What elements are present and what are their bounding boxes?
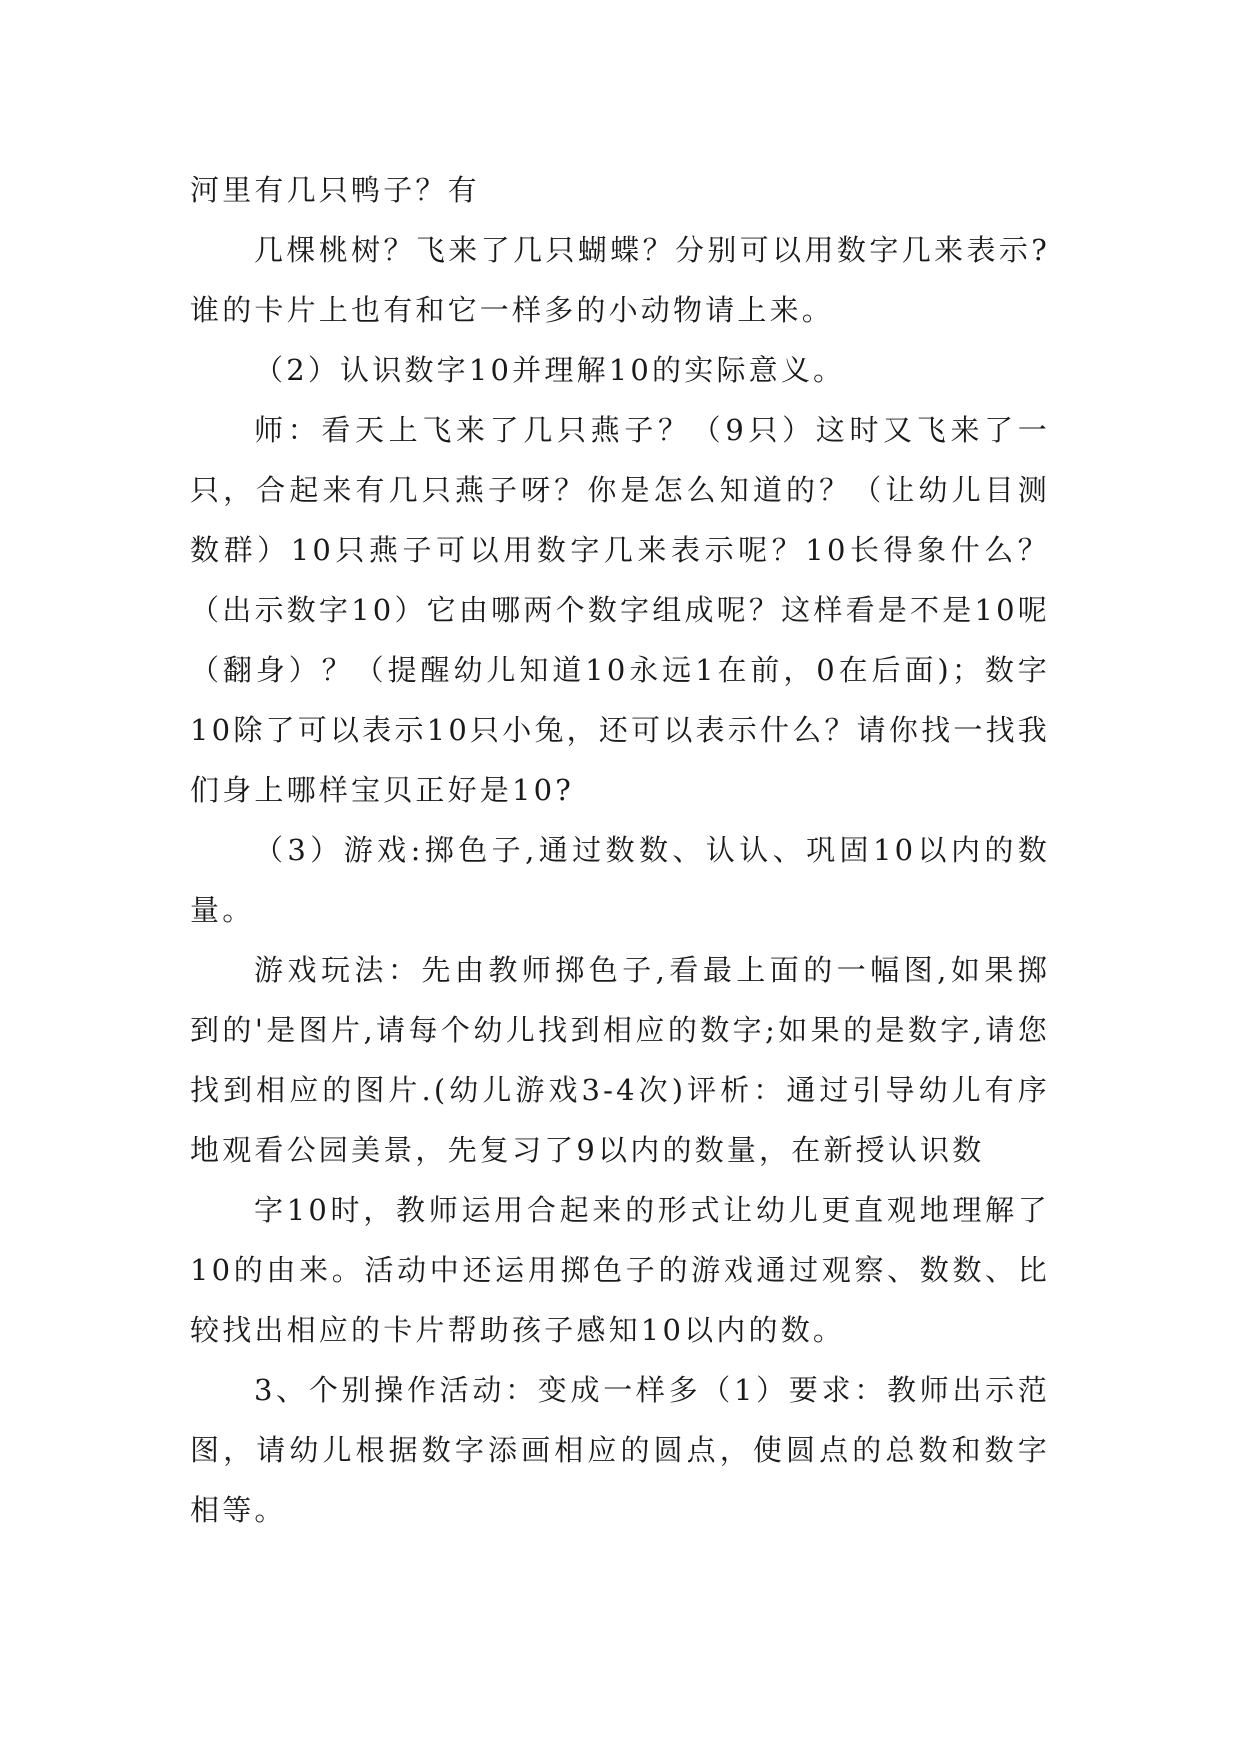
paragraph-7: 字10时，教师运用合起来的形式让幼儿更直观地理解了10的由来。活动中还运用掷色子的游戏通过观察、数数、比较找出相应的卡片帮助孩子感知10以内的数。 xyxy=(190,1193,1050,1347)
paragraph-3: （2）认识数字10并理解10的实际意义。 xyxy=(254,353,846,387)
paragraph-5: （3）游戏:掷色子,通过数数、认认、巩固10以内的数量。 xyxy=(190,833,1050,927)
paragraph-8: 3、个别操作活动：变成一样多（1）要求：教师出示范图，请幼儿根据数字添画相应的圆点，使圆点的总数和数字相等。 xyxy=(190,1373,1050,1527)
paragraph-4: 师：看天上飞来了几只燕子？（9只）这时又飞来了一只，合起来有几只燕子呀？你是怎么知道的？（让幼儿目测数群）10只燕子可以用数字几来表示呢？10长得象什么？（出示数字10）它由哪两个数字组成呢？这样看是不是10呢（翻身）？（提醒幼儿知道10永远1在前，0在后面)；数字10除了可以表示10只小兔，还可以表示什么？请你找一找我们身上哪样宝贝正好是10? xyxy=(190,413,1050,807)
paragraph-6: 游戏玩法：先由教师掷色子,看最上面的一幅图,如果掷到的'是图片,请每个幼儿找到相应的数字;如果的是数字,请您找到相应的图片.(幼儿游戏3-4次)评析：通过引导幼儿有序地观看公园美景，先复习了9以内的数量，在新授认识数 xyxy=(190,953,1050,1167)
paragraph-1: 河里有几只鸭子？有 xyxy=(190,173,480,207)
paragraph-2: 几棵桃树？飞来了几只蝴蝶？分别可以用数字几来表示?谁的卡片上也有和它一样多的小动物请上来。 xyxy=(190,233,1050,327)
document-body xyxy=(190,160,1050,1540)
